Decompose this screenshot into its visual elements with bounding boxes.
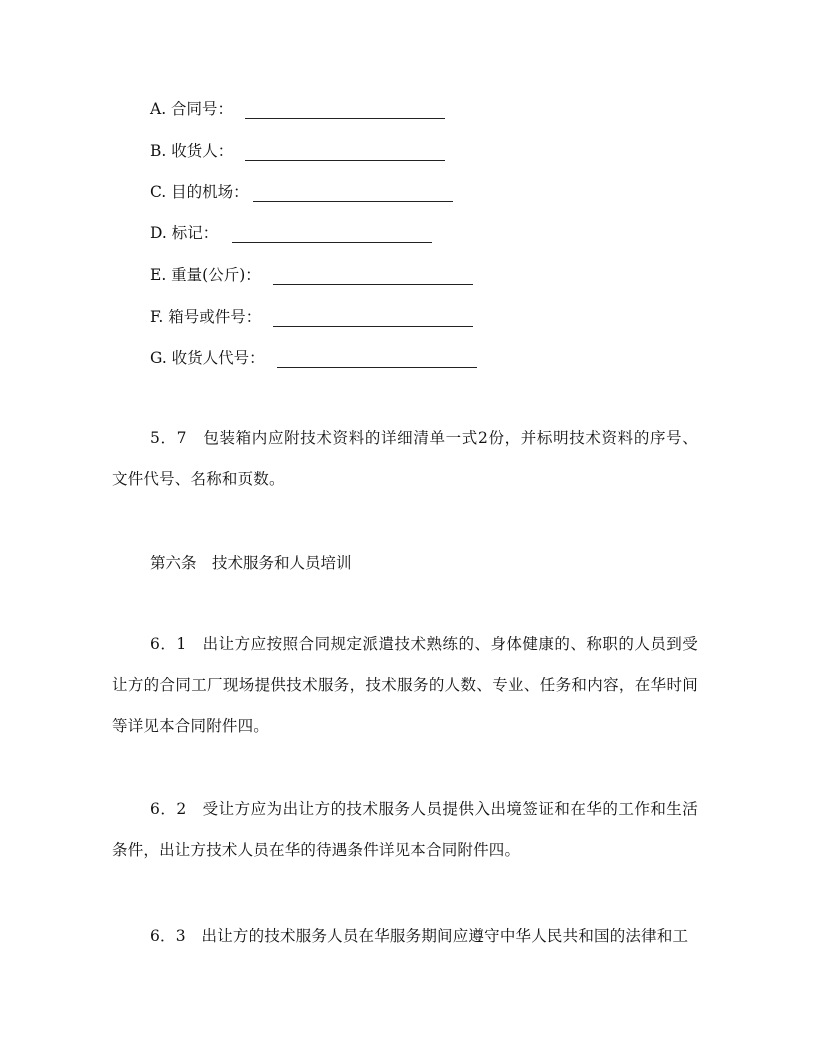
- field-marks: [150, 219, 432, 243]
- marks-blank[interactable]: [232, 226, 432, 243]
- field-label: E. 重量(公斤)：: [150, 266, 261, 284]
- field-consignee-code: [150, 344, 477, 368]
- field-label: D. 标记：: [150, 224, 219, 242]
- field-label: B. 收货人：: [150, 142, 234, 160]
- clause-6-2: 6．2 受让方应为出让方的技术服务人员提供入出境签证和在华的工作和生活条件，出让方技术人员在华的待遇条件详见本合同附件四。: [112, 800, 698, 859]
- field-box-number: [150, 303, 473, 327]
- clause-6-3: 6．3 出让方的技术服务人员在华服务期间应遵守中华人民共和国的法律和工: [150, 927, 689, 945]
- field-label: G. 收货人代号：: [150, 349, 265, 367]
- field-consignee: [150, 137, 445, 161]
- field-label: A. 合同号：: [150, 100, 234, 118]
- clause-5-7: 5．7 包装箱内应附技术资料的详细清单一式2份，并标明技术资料的序号、文件代号、名称和页数。: [112, 429, 698, 488]
- article-6-heading: 第六条 技术服务和人员培训: [150, 554, 352, 572]
- box-number-blank[interactable]: [273, 310, 473, 327]
- clause-6-1: 6．1 出让方应按照合同规定派遣技术熟练的、身体健康的、称职的人员到受让方的合同工厂现场提供技术服务，技术服务的人数、专业、任务和内容，在华时间等详见本合同附件四。: [112, 635, 698, 735]
- field-destination-airport: [150, 178, 453, 202]
- field-label: C. 目的机场：: [150, 183, 249, 201]
- field-contract-number: [150, 95, 445, 119]
- field-label: F. 箱号或件号：: [150, 308, 262, 326]
- weight-blank[interactable]: [273, 268, 473, 285]
- field-weight: [150, 261, 473, 285]
- destination-airport-blank[interactable]: [253, 185, 453, 202]
- contract-number-blank[interactable]: [245, 102, 445, 119]
- consignee-code-blank[interactable]: [277, 351, 477, 368]
- consignee-blank[interactable]: [245, 144, 445, 161]
